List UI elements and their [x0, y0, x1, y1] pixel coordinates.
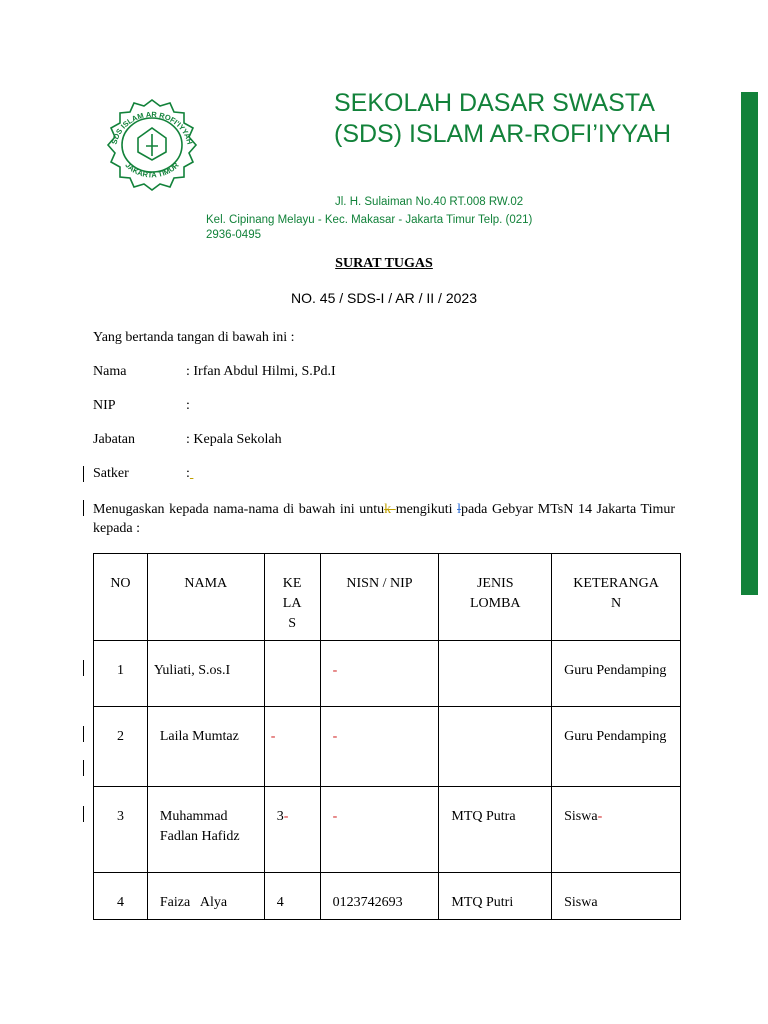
change-bar: [83, 760, 84, 776]
cell-nisn: 0123742693: [320, 873, 439, 920]
cell-kelas: -: [264, 707, 320, 787]
school-logo: [94, 98, 210, 192]
intro-text: Yang bertanda tangan di bawah ini :: [93, 330, 295, 345]
cell-keterangan: Siswa-: [552, 787, 681, 873]
cell-kelas: 3-: [264, 787, 320, 873]
address-line-2: Kel. Cipinang Melayu - Kec. Makasar - Jakarta Timur Telp. (021) 2936-0495: [206, 214, 533, 241]
header-kelas: KE LA S: [264, 554, 320, 641]
change-bar: [83, 466, 84, 482]
header-keterangan: KETERANGA N: [552, 554, 681, 641]
cell-nama: Yuliati, S.os.I: [147, 641, 264, 707]
field-label-jabatan: Jabatan: [93, 432, 135, 447]
svg-text:JAKARTA TIMUR: [123, 160, 181, 179]
field-label-nama: Nama: [93, 364, 127, 379]
cell-keterangan: Siswa: [552, 873, 681, 920]
table-row: [94, 641, 681, 707]
logo-top-text: SDS ISLAM AR ROFI'IYYAH: [109, 109, 195, 146]
participants-table: [93, 553, 681, 920]
header-jenis-lomba: JENIS LOMBA: [439, 554, 552, 641]
header-nama: NAMA: [147, 554, 264, 641]
header-nisn: NISN / NIP: [320, 554, 439, 641]
cell-lomba: [439, 641, 552, 707]
address-line-1: Jl. H. Sulaiman No.40 RT.008 RW.02: [335, 196, 524, 208]
cell-no: 3: [94, 787, 148, 873]
cell-keterangan: Guru Pendamping: [552, 707, 681, 787]
letter-title: SURAT TUGAS: [335, 256, 433, 271]
cell-nisn: -: [320, 787, 439, 873]
cell-nisn: -: [320, 707, 439, 787]
header-no: NO: [94, 554, 148, 641]
cell-keterangan: Guru Pendamping: [552, 641, 681, 707]
change-bar: [83, 806, 84, 822]
cell-lomba: [439, 707, 552, 787]
table-header-row: [94, 554, 681, 641]
cell-no: 4: [94, 873, 148, 920]
letter-number: NO. 45 / SDS-I / AR / II / 2023: [291, 290, 477, 306]
field-label-satker: Satker: [93, 466, 129, 481]
cell-no: 1: [94, 641, 148, 707]
assignment-paragraph: Menugaskan kepada nama-nama di bawah ini untuk mengikuti lpada Gebyar MTsN 14 Jakarta Timur kepada :: [93, 502, 676, 536]
change-bar: [83, 726, 84, 742]
table-row: [94, 787, 681, 873]
cell-no: 2: [94, 707, 148, 787]
tracked-deletion: k: [384, 502, 396, 517]
school-name: SEKOLAH DASAR SWASTA (SDS) ISLAM AR-ROFI’IYYAH: [334, 89, 672, 148]
field-value-nama: : Irfan Abdul Hilmi, S.Pd.I: [186, 364, 336, 379]
logo-bottom-text: JAKARTA TIMUR: [123, 160, 181, 180]
cell-nama: Laila Mumtaz: [147, 707, 264, 787]
cell-nama: Faiza Alya: [147, 873, 264, 920]
cell-nisn: -: [320, 641, 439, 707]
table-row: [94, 873, 681, 920]
cell-lomba: MTQ Putri: [439, 873, 552, 920]
change-bar: [83, 660, 84, 676]
tracked-deletion: l: [457, 502, 461, 517]
cell-kelas: [264, 641, 320, 707]
field-value-nip: :: [186, 398, 190, 413]
side-accent-bar: [741, 92, 758, 595]
field-value-jabatan: : Kepala Sekolah: [186, 432, 282, 447]
cell-kelas: 4: [264, 873, 320, 920]
cell-lomba: MTQ Putra: [439, 787, 552, 873]
cell-nama: Muhammad Fadlan Hafidz: [147, 787, 264, 873]
field-value-satker: :: [186, 466, 190, 481]
change-bar: [83, 500, 84, 516]
table-row: [94, 707, 681, 787]
field-label-nip: NIP: [93, 398, 116, 413]
